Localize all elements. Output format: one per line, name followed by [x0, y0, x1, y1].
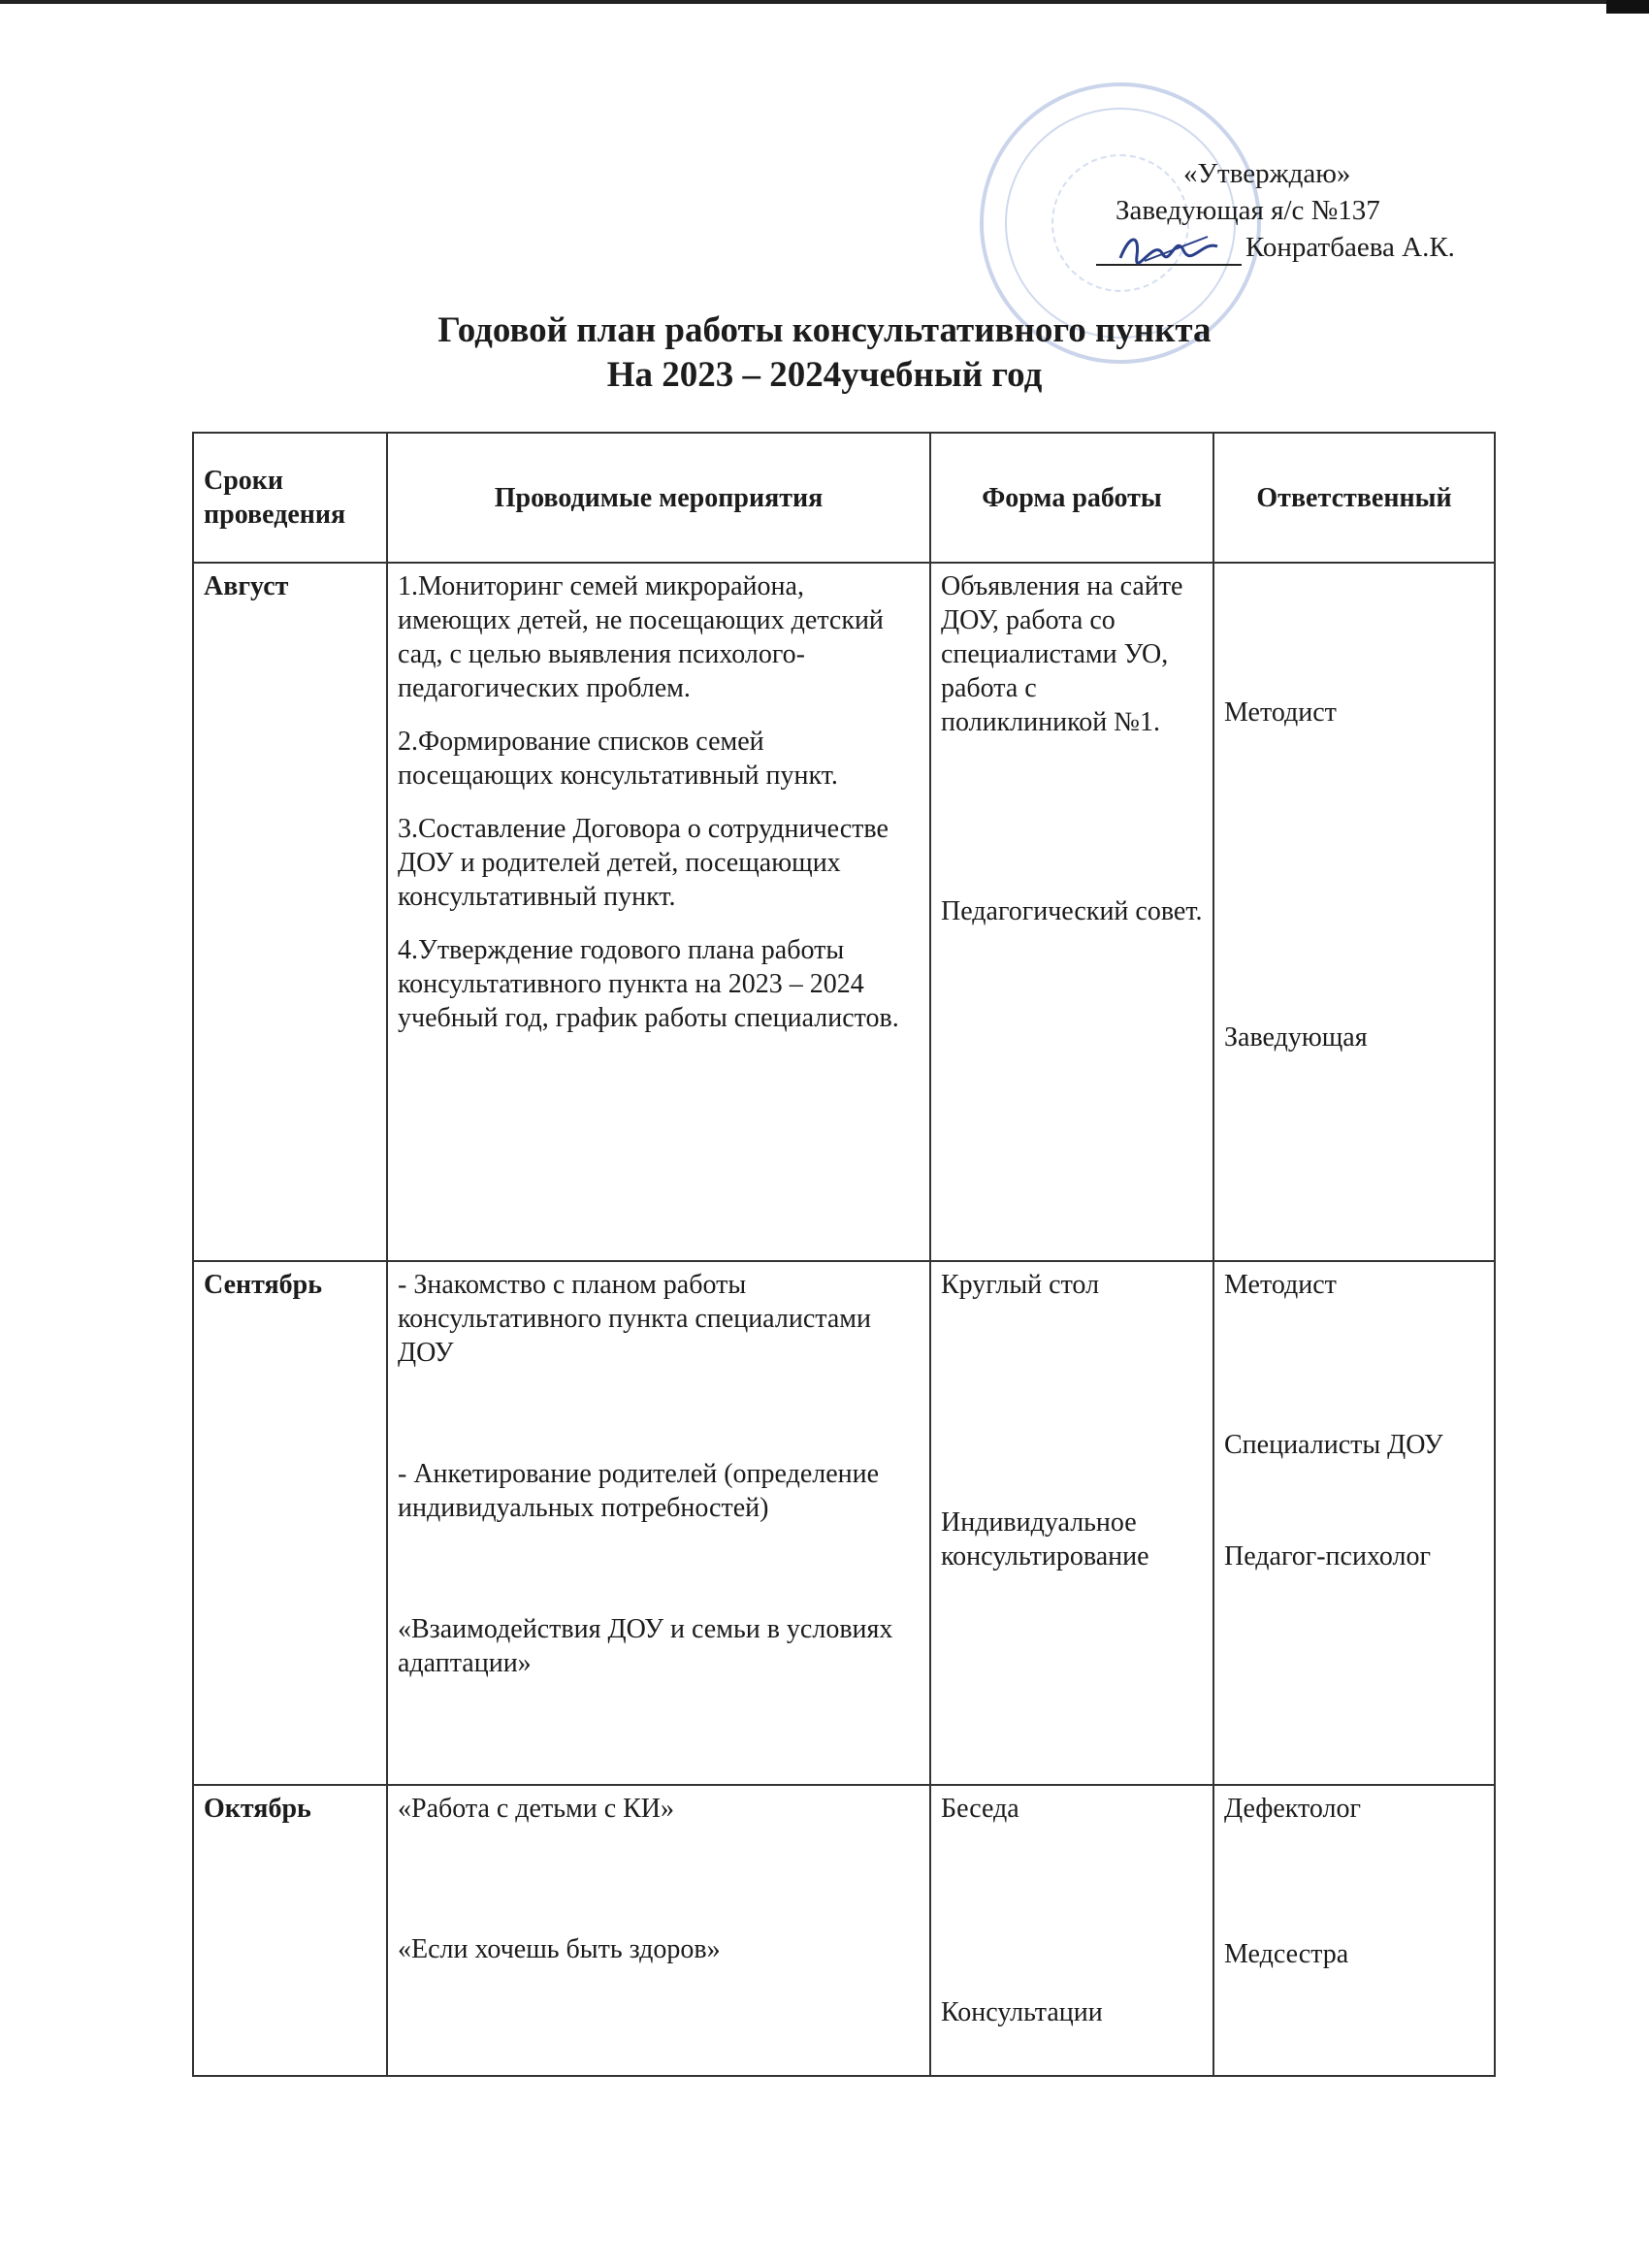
- responsible-item: Медсестра: [1224, 1939, 1349, 1969]
- responsible-item: Методист: [1224, 697, 1337, 728]
- scan-corner-mark: [1606, 0, 1649, 14]
- activities-cell: [387, 1261, 930, 1785]
- table-row: [193, 563, 1495, 1261]
- table-row: [193, 1261, 1495, 1785]
- activities-cell: [387, 563, 930, 1261]
- approval-block: [1086, 155, 1533, 266]
- form-item: Круглый стол: [941, 1270, 1100, 1300]
- header-activities: Проводимые мероприятия: [387, 433, 930, 563]
- activity-item: 2.Формирование списков семей посещающих консультативный пункт.: [398, 727, 838, 791]
- form-item: Консультации: [941, 1997, 1103, 2027]
- approval-name: Конратбаева А.К.: [1245, 232, 1455, 263]
- form-item: Объявления на сайте ДОУ, работа со специалистами УО, работа с поликлиникой №1.: [941, 571, 1183, 737]
- form-cell: [930, 1261, 1213, 1785]
- title-line-1: Годовой план работы консультативного пункта: [437, 310, 1212, 350]
- responsible-cell: [1213, 1261, 1495, 1785]
- document-title: [0, 308, 1649, 398]
- month-cell: Сентябрь: [193, 1261, 387, 1785]
- responsible-item: Заведующая: [1224, 1022, 1368, 1053]
- table-row: [193, 1785, 1495, 2076]
- form-item: Педагогический совет.: [941, 896, 1203, 926]
- activity-item: 1.Мониторинг семей микрорайона, имеющих детей, не посещающих детский сад, с целью выявления психолого-педагогических проблем.: [398, 571, 884, 703]
- activities-cell: [387, 1785, 930, 2076]
- responsible-cell: [1213, 563, 1495, 1261]
- responsible-item: Педагог-психолог: [1224, 1541, 1431, 1571]
- table-header-row: [193, 433, 1495, 563]
- activity-item: «Работа с детьми с КИ»: [398, 1794, 675, 1824]
- form-item: Беседа: [941, 1794, 1019, 1824]
- responsible-cell: [1213, 1785, 1495, 2076]
- approval-position: Заведующая я/с №137: [1116, 195, 1380, 226]
- activity-item: - Анкетирование родителей (определение индивидуальных потребностей): [398, 1459, 880, 1523]
- plan-table: [192, 432, 1496, 2077]
- signature-line: [1096, 239, 1242, 266]
- signature-icon: [1116, 229, 1222, 268]
- activity-item: 4.Утверждение годового плана работы консультативного пункта на 2023 – 2024 учебный год, график работы специалистов.: [398, 935, 899, 1033]
- responsible-item: Дефектолог: [1224, 1794, 1361, 1824]
- title-line-2: На 2023 – 2024учебный год: [606, 355, 1043, 395]
- scan-top-border: [0, 0, 1649, 4]
- activity-item: «Если хочешь быть здоров»: [398, 1934, 721, 1964]
- approval-heading: «Утверждаю»: [1183, 158, 1351, 189]
- month-cell: Октябрь: [193, 1785, 387, 2076]
- header-responsible: Ответственный: [1213, 433, 1495, 563]
- month-cell: Август: [193, 563, 387, 1261]
- form-cell: [930, 563, 1213, 1261]
- activity-item: - Знакомство с планом работы консультативного пункта специалистами ДОУ: [398, 1270, 871, 1368]
- header-form: Форма работы: [930, 433, 1213, 563]
- form-item: Индивидуальное консультирование: [941, 1507, 1149, 1571]
- form-cell: [930, 1785, 1213, 2076]
- header-dates: Сроки проведения: [193, 433, 387, 563]
- responsible-item: Методист: [1224, 1270, 1337, 1300]
- responsible-item: Специалисты ДОУ: [1224, 1430, 1443, 1460]
- activity-item: 3.Составление Договора о сотрудничестве ДОУ и родителей детей, посещающих консультативный пункт.: [398, 814, 889, 912]
- activity-item: «Взаимодействия ДОУ и семьи в условиях адаптации»: [398, 1614, 893, 1678]
